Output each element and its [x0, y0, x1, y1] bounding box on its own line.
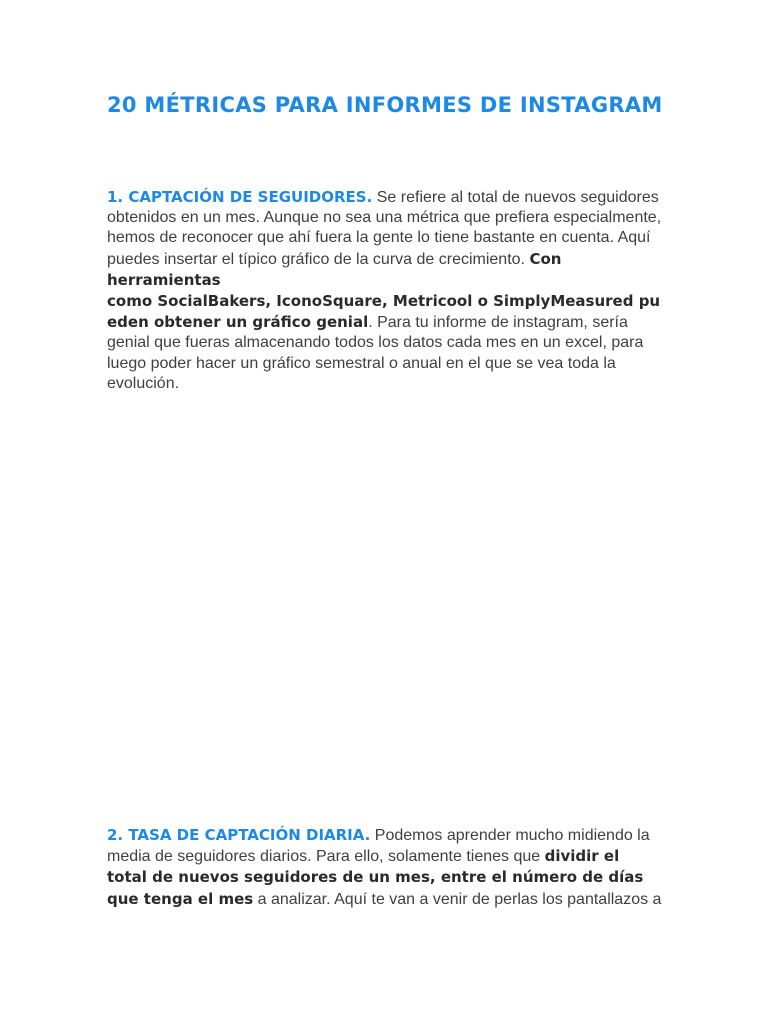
section-heading: 2. TASA DE CAPTACIÓN DIARIA.	[107, 826, 371, 844]
section-text: . Para tu informe de instagram, sería genial que fueras almacenando todos los datos cada mes en un excel, para luego poder hacer un gráfico semestral o anual en el que se vea toda la evolución.	[107, 314, 644, 392]
document-title: 20 MÉTRICAS PARA INFORMES DE INSTAGRAM	[107, 93, 663, 117]
section-text: Se refiere al total de nuevos seguidores obtenidos en un mes. Aunque no sea una métrica que prefiera especialmente, hemos de reconocer que ahí fuera la gente lo tiene bastante en cuenta. Aquí puedes insertar el típico gráfico de la curva de crecimiento.	[107, 189, 662, 268]
section-bold-text: dividir el total de nuevos seguidores de un mes, entre el número de días que tenga el mes	[107, 847, 644, 908]
section-bold-text: como SocialBakers, IconoSquare, Metricool o SimplyMeasured pueden obtener un gráfico genial	[107, 292, 661, 332]
section-text: a analizar. Aquí te van a venir de perlas los pantallazos a	[253, 890, 662, 908]
section-heading: 1. CAPTACIÓN DE SEGUIDORES.	[107, 188, 373, 206]
section-bold-text: Con herramientas	[107, 249, 562, 289]
section-tasa-captacion-diaria	[107, 825, 663, 910]
section-captacion-seguidores	[107, 187, 663, 394]
section-text: Podemos aprender mucho midiendo la media de seguidores diarios. Para ello, solamente tienes que	[107, 827, 650, 866]
